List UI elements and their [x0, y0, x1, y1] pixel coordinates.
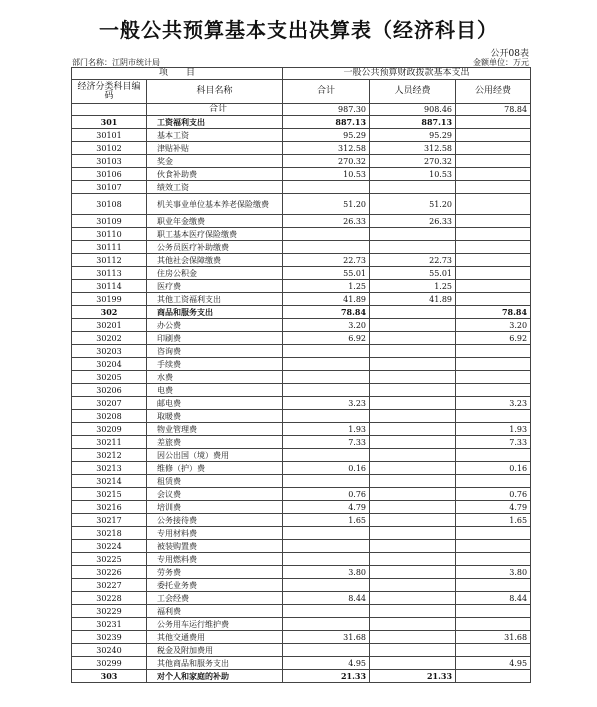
row-public	[456, 116, 531, 129]
row-total: 4.79	[283, 501, 370, 514]
row-personnel	[370, 605, 456, 618]
table-row	[72, 384, 531, 397]
row-total	[283, 345, 370, 358]
row-public	[456, 181, 531, 194]
row-personnel	[370, 384, 456, 397]
row-total	[283, 475, 370, 488]
row-total: 1.65	[283, 514, 370, 527]
table-row	[72, 657, 531, 670]
row-personnel	[370, 306, 456, 319]
row-total	[283, 605, 370, 618]
table-row	[72, 267, 531, 280]
table-row	[72, 181, 531, 194]
row-name: 咨询费	[147, 345, 283, 358]
row-public	[456, 168, 531, 181]
row-public	[456, 605, 531, 618]
row-name: 津贴补贴	[147, 142, 283, 155]
row-code: 30239	[72, 631, 147, 644]
row-code: 30299	[72, 657, 147, 670]
row-public	[456, 254, 531, 267]
row-public	[456, 194, 531, 215]
row-personnel	[370, 397, 456, 410]
row-public	[456, 358, 531, 371]
table-row	[72, 566, 531, 579]
row-total	[283, 384, 370, 397]
row-code: 30226	[72, 566, 147, 579]
row-code: 302	[72, 306, 147, 319]
summary-public: 78.84	[456, 104, 531, 116]
row-name: 绩效工资	[147, 181, 283, 194]
row-total	[283, 618, 370, 631]
row-code: 30106	[72, 168, 147, 181]
row-personnel: 270.32	[370, 155, 456, 168]
row-total: 51.20	[283, 194, 370, 215]
row-public	[456, 129, 531, 142]
row-personnel: 887.13	[370, 116, 456, 129]
summary-personnel: 908.46	[370, 104, 456, 116]
row-name: 住房公积金	[147, 267, 283, 280]
row-public	[456, 449, 531, 462]
row-name: 机关事业单位基本养老保险缴费	[147, 194, 283, 215]
table-row	[72, 644, 531, 657]
row-name: 工资福利支出	[147, 116, 283, 129]
table-row	[72, 215, 531, 228]
row-public: 4.95	[456, 657, 531, 670]
row-code: 30102	[72, 142, 147, 155]
row-name: 邮电费	[147, 397, 283, 410]
row-public	[456, 384, 531, 397]
row-personnel: 41.89	[370, 293, 456, 306]
row-total	[283, 644, 370, 657]
row-personnel	[370, 540, 456, 553]
row-code: 30103	[72, 155, 147, 168]
row-personnel	[370, 631, 456, 644]
row-public	[456, 618, 531, 631]
table-row	[72, 397, 531, 410]
row-total: 6.92	[283, 332, 370, 345]
row-code: 30204	[72, 358, 147, 371]
row-total	[283, 371, 370, 384]
row-code: 30114	[72, 280, 147, 293]
header-public: 公用经费	[456, 80, 531, 104]
row-public	[456, 293, 531, 306]
table-row	[72, 514, 531, 527]
row-name: 公务接待费	[147, 514, 283, 527]
row-total: 8.44	[283, 592, 370, 605]
table-row	[72, 631, 531, 644]
row-public: 8.44	[456, 592, 531, 605]
row-public: 1.93	[456, 423, 531, 436]
table-row	[72, 371, 531, 384]
row-name: 公务用车运行维护费	[147, 618, 283, 631]
row-name: 劳务费	[147, 566, 283, 579]
row-name: 伙食补助费	[147, 168, 283, 181]
row-code: 30107	[72, 181, 147, 194]
row-name: 医疗费	[147, 280, 283, 293]
row-personnel	[370, 332, 456, 345]
row-name: 手续费	[147, 358, 283, 371]
row-public: 4.79	[456, 501, 531, 514]
row-personnel: 22.73	[370, 254, 456, 267]
table-row	[72, 410, 531, 423]
row-name: 委托业务费	[147, 579, 283, 592]
row-public	[456, 155, 531, 168]
row-name: 印刷费	[147, 332, 283, 345]
row-code: 30213	[72, 462, 147, 475]
row-name: 取暖费	[147, 410, 283, 423]
table-row	[72, 449, 531, 462]
row-code: 30206	[72, 384, 147, 397]
row-code: 301	[72, 116, 147, 129]
row-total	[283, 181, 370, 194]
row-personnel	[370, 449, 456, 462]
row-name: 因公出国（境）费用	[147, 449, 283, 462]
row-name: 办公费	[147, 319, 283, 332]
row-personnel: 55.01	[370, 267, 456, 280]
row-name: 其他社会保障缴费	[147, 254, 283, 267]
row-code: 30109	[72, 215, 147, 228]
row-name: 商品和服务支出	[147, 306, 283, 319]
row-personnel	[370, 410, 456, 423]
table-row	[72, 358, 531, 371]
table-row	[72, 462, 531, 475]
row-name: 福利费	[147, 605, 283, 618]
header-item: 项 目	[72, 68, 283, 80]
row-code: 30101	[72, 129, 147, 142]
row-code: 30111	[72, 241, 147, 254]
row-code: 303	[72, 670, 147, 683]
row-total	[283, 410, 370, 423]
row-public	[456, 527, 531, 540]
row-name: 税金及附加费用	[147, 644, 283, 657]
row-code: 30112	[72, 254, 147, 267]
row-public: 3.80	[456, 566, 531, 579]
row-code: 30202	[72, 332, 147, 345]
row-total: 887.13	[283, 116, 370, 129]
row-total: 0.76	[283, 488, 370, 501]
row-personnel: 95.29	[370, 129, 456, 142]
row-code: 30212	[72, 449, 147, 462]
row-personnel	[370, 566, 456, 579]
row-total: 270.32	[283, 155, 370, 168]
row-public: 1.65	[456, 514, 531, 527]
row-public	[456, 215, 531, 228]
row-total: 0.16	[283, 462, 370, 475]
row-personnel	[370, 371, 456, 384]
table-row	[72, 332, 531, 345]
row-personnel	[370, 181, 456, 194]
row-public: 0.76	[456, 488, 531, 501]
table-row	[72, 142, 531, 155]
row-public	[456, 267, 531, 280]
row-total: 4.95	[283, 657, 370, 670]
table-row	[72, 605, 531, 618]
row-total	[283, 527, 370, 540]
row-total: 41.89	[283, 293, 370, 306]
row-code: 30217	[72, 514, 147, 527]
row-name: 会议费	[147, 488, 283, 501]
row-personnel	[370, 462, 456, 475]
row-code: 30207	[72, 397, 147, 410]
row-name: 基本工资	[147, 129, 283, 142]
row-name: 其他交通费用	[147, 631, 283, 644]
row-personnel	[370, 592, 456, 605]
row-public: 78.84	[456, 306, 531, 319]
table-row	[72, 280, 531, 293]
form-number: 公开08表	[490, 49, 529, 59]
row-public: 3.23	[456, 397, 531, 410]
row-personnel	[370, 488, 456, 501]
row-name: 维修（护）费	[147, 462, 283, 475]
table-row	[72, 436, 531, 449]
table-row	[72, 116, 531, 129]
header-personnel: 人员经费	[370, 80, 456, 104]
row-code: 30214	[72, 475, 147, 488]
row-personnel	[370, 514, 456, 527]
row-public	[456, 280, 531, 293]
row-code: 30240	[72, 644, 147, 657]
table-row	[72, 501, 531, 514]
row-code: 30215	[72, 488, 147, 501]
row-code: 30218	[72, 527, 147, 540]
table-row	[72, 553, 531, 566]
row-total: 1.93	[283, 423, 370, 436]
table-row	[72, 254, 531, 267]
row-total	[283, 358, 370, 371]
summary-code-cell	[72, 104, 147, 116]
row-public: 0.16	[456, 462, 531, 475]
row-total	[283, 241, 370, 254]
row-total: 3.20	[283, 319, 370, 332]
header-code: 经济分类科目编码	[72, 80, 147, 104]
row-personnel	[370, 358, 456, 371]
row-public: 7.33	[456, 436, 531, 449]
table-row	[72, 129, 531, 142]
row-public: 3.20	[456, 319, 531, 332]
row-total	[283, 579, 370, 592]
row-public	[456, 644, 531, 657]
row-name: 其他工资福利支出	[147, 293, 283, 306]
department-name: 部门名称：江阴市统计局	[72, 58, 160, 67]
table-row	[72, 194, 531, 215]
row-total	[283, 449, 370, 462]
table-row	[72, 319, 531, 332]
row-total: 3.23	[283, 397, 370, 410]
row-code: 30228	[72, 592, 147, 605]
row-code: 30211	[72, 436, 147, 449]
row-name: 租赁费	[147, 475, 283, 488]
row-code: 30208	[72, 410, 147, 423]
row-total: 3.80	[283, 566, 370, 579]
row-public: 6.92	[456, 332, 531, 345]
row-personnel	[370, 618, 456, 631]
row-name: 专用材料费	[147, 527, 283, 540]
table-row	[72, 228, 531, 241]
row-personnel	[370, 423, 456, 436]
row-name: 对个人和家庭的补助	[147, 670, 283, 683]
row-total: 22.73	[283, 254, 370, 267]
row-name: 奖金	[147, 155, 283, 168]
row-personnel: 312.58	[370, 142, 456, 155]
row-name: 被装购置费	[147, 540, 283, 553]
row-public: 31.68	[456, 631, 531, 644]
row-public	[456, 540, 531, 553]
table-row	[72, 592, 531, 605]
row-code: 30224	[72, 540, 147, 553]
table-row	[72, 670, 531, 683]
row-public	[456, 475, 531, 488]
row-personnel	[370, 501, 456, 514]
row-name: 工会经费	[147, 592, 283, 605]
row-total	[283, 553, 370, 566]
row-personnel: 1.25	[370, 280, 456, 293]
row-name: 专用燃料费	[147, 553, 283, 566]
row-name: 公务员医疗补助缴费	[147, 241, 283, 254]
header-name: 科目名称	[147, 80, 283, 104]
row-name: 职工基本医疗保险缴费	[147, 228, 283, 241]
row-personnel	[370, 436, 456, 449]
row-code: 30199	[72, 293, 147, 306]
table-row	[72, 527, 531, 540]
row-public	[456, 228, 531, 241]
row-name: 职业年金缴费	[147, 215, 283, 228]
row-name: 电费	[147, 384, 283, 397]
row-total: 7.33	[283, 436, 370, 449]
row-public	[456, 345, 531, 358]
row-code: 30231	[72, 618, 147, 631]
header-budget-group: 一般公共预算财政拨款基本支出	[283, 68, 531, 80]
row-total	[283, 228, 370, 241]
row-name: 物业管理费	[147, 423, 283, 436]
row-total: 55.01	[283, 267, 370, 280]
expenditure-table	[71, 67, 531, 683]
table-row	[72, 579, 531, 592]
row-code: 30225	[72, 553, 147, 566]
amount-unit: 金额单位：万元	[473, 58, 529, 67]
row-total: 26.33	[283, 215, 370, 228]
row-code: 30205	[72, 371, 147, 384]
row-total	[283, 540, 370, 553]
row-total: 21.33	[283, 670, 370, 683]
table-row	[72, 423, 531, 436]
row-personnel: 51.20	[370, 194, 456, 215]
table-row	[72, 293, 531, 306]
table-row	[72, 618, 531, 631]
row-personnel	[370, 475, 456, 488]
row-personnel	[370, 241, 456, 254]
row-personnel	[370, 345, 456, 358]
row-code: 30209	[72, 423, 147, 436]
row-personnel	[370, 228, 456, 241]
row-personnel: 10.53	[370, 168, 456, 181]
table-row	[72, 241, 531, 254]
summary-total: 987.30	[283, 104, 370, 116]
table-row	[72, 540, 531, 553]
row-total: 1.25	[283, 280, 370, 293]
row-public	[456, 142, 531, 155]
row-personnel: 26.33	[370, 215, 456, 228]
row-personnel	[370, 527, 456, 540]
row-name: 水费	[147, 371, 283, 384]
row-total: 10.53	[283, 168, 370, 181]
row-total: 78.84	[283, 306, 370, 319]
row-personnel	[370, 644, 456, 657]
header-total: 合计	[283, 80, 370, 104]
table-row	[72, 475, 531, 488]
row-code: 30227	[72, 579, 147, 592]
row-code: 30108	[72, 194, 147, 215]
row-public	[456, 241, 531, 254]
row-code: 30201	[72, 319, 147, 332]
row-personnel	[370, 319, 456, 332]
row-code: 30203	[72, 345, 147, 358]
table-row	[72, 488, 531, 501]
row-code: 30229	[72, 605, 147, 618]
row-code: 30110	[72, 228, 147, 241]
row-public	[456, 410, 531, 423]
row-total: 95.29	[283, 129, 370, 142]
row-total: 31.68	[283, 631, 370, 644]
row-name: 差旅费	[147, 436, 283, 449]
row-code: 30113	[72, 267, 147, 280]
row-public	[456, 553, 531, 566]
row-personnel	[370, 579, 456, 592]
row-personnel	[370, 553, 456, 566]
row-code: 30216	[72, 501, 147, 514]
table-row	[72, 168, 531, 181]
row-personnel: 21.33	[370, 670, 456, 683]
row-public	[456, 670, 531, 683]
table-row	[72, 306, 531, 319]
row-public	[456, 579, 531, 592]
report-title: 一般公共预算基本支出决算表（经济科目）	[99, 18, 498, 42]
row-name: 其他商品和服务支出	[147, 657, 283, 670]
table-row	[72, 345, 531, 358]
row-public	[456, 371, 531, 384]
table-row	[72, 155, 531, 168]
summary-label: 合计	[147, 104, 283, 116]
row-name: 培训费	[147, 501, 283, 514]
row-total: 312.58	[283, 142, 370, 155]
table-body	[72, 116, 531, 683]
row-personnel	[370, 657, 456, 670]
